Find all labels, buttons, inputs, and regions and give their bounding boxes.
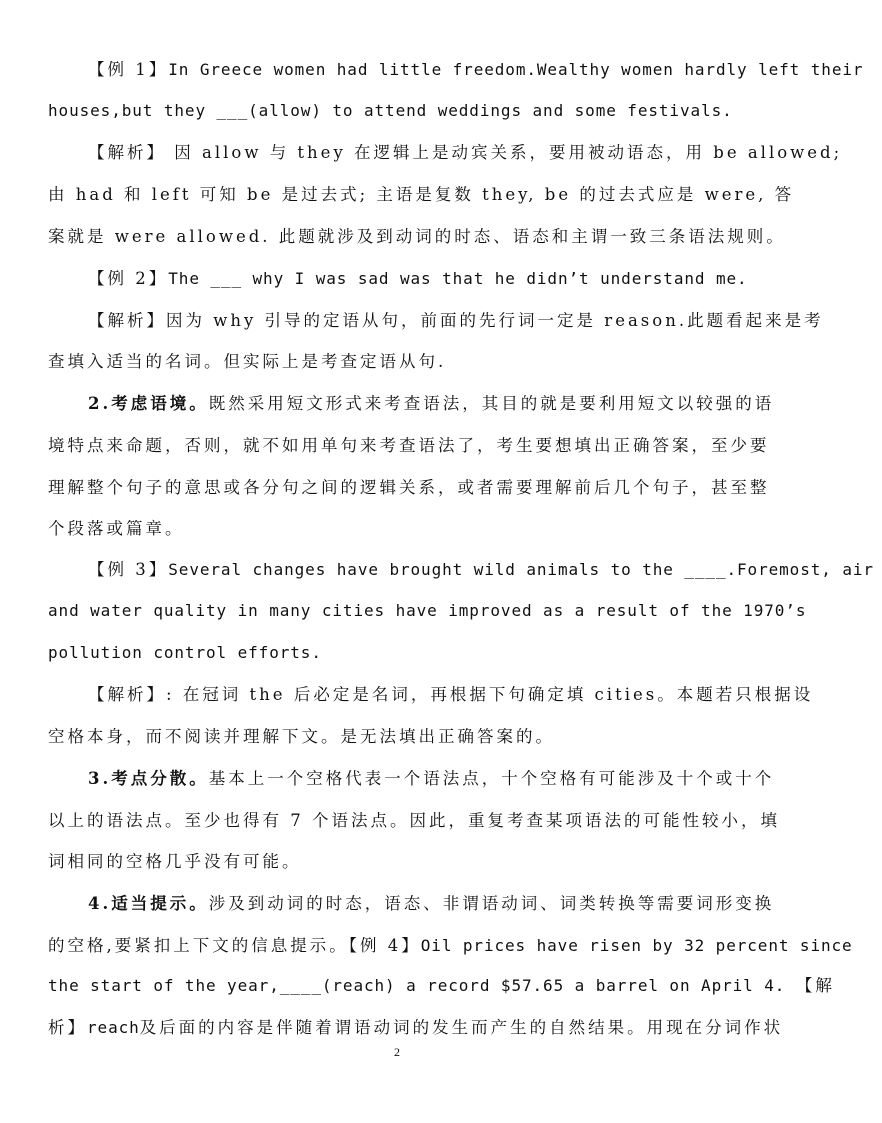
text-line	[0, 310, 882, 332]
text-line	[0, 351, 842, 373]
text-segment: 案就是 were allowed. 此题就涉及到动词的时态、语态和主谓一致三条语法规则。	[48, 227, 786, 246]
text-segment: 既然采用短文形式来考查语法，其目的就是要利用短文以较强的语	[208, 394, 775, 413]
text-segment: 的空格,要紧扣上下文的信息提示。	[48, 936, 349, 955]
text-segment: Oil prices have risen by 32 percent since	[420, 936, 853, 955]
text-line	[0, 935, 853, 957]
text-segment: 空格本身，而不阅读并理解下文。是无法填出正确答案的。	[48, 727, 555, 746]
text-segment: the start of the year,____(reach) a record $57.65 a barrel on April 4.	[48, 976, 796, 995]
text-line	[0, 684, 882, 706]
text-segment: 以上的语法点。至少也得有 7 个语法点。因此，重复考查某项语法的可能性较小，填	[48, 811, 780, 830]
text-segment: 由 had 和 left 可知 be 是过去式; 主语是复数 they, be 的过去式应是 were, 答	[48, 185, 795, 204]
text-line	[0, 100, 842, 122]
text-line	[0, 1017, 842, 1039]
text-segment: 【例 1】	[88, 60, 169, 79]
text-segment: 理解整个句子的意思或各分句之间的逻辑关系，或者需要理解前后几个句子，甚至整	[48, 478, 770, 497]
text-line	[0, 975, 842, 997]
text-segment: 3.考点分散。	[88, 769, 209, 788]
text-segment: pollution control efforts.	[48, 643, 322, 662]
text-line	[0, 518, 842, 540]
text-segment: 2.考虑语境。	[88, 394, 209, 413]
text-segment: The ___ why I was sad was that he didn’t understand me.	[168, 269, 748, 288]
page-number: 2	[394, 1045, 400, 1059]
text-line	[0, 393, 882, 415]
text-line	[0, 768, 882, 790]
text-segment: 【例 3】	[88, 560, 169, 579]
text-segment: 4.适当提示。	[88, 894, 209, 913]
text-segment: 境特点来命题，否则，就不如用单句来考查语法了，考生要想填出正确答案，至少要	[48, 436, 770, 455]
text-line	[0, 184, 842, 206]
text-segment: 及后面的内容是伴随着谓语动词的发生而产生的自然结果。用现在分词作状	[139, 1018, 784, 1037]
text-segment: reach	[87, 1018, 140, 1037]
text-segment: houses,but they ___(allow) to attend weddings and some festivals.	[48, 101, 733, 120]
text-segment: 【解析】因为 why 引导的定语从句，前面的先行词一定是 reason.此题看起来是考	[88, 311, 824, 330]
text-segment: 基本上一个空格代表一个语法点，十个空格有可能涉及十个或十个	[208, 769, 775, 788]
text-segment: 词相同的空格几乎没有可能。	[48, 852, 302, 871]
text-segment: 【例 4】	[348, 936, 421, 955]
text-segment: 涉及到动词的时态，语态、非谓语动词、词类转换等需要词形变换	[208, 894, 775, 913]
text-line	[0, 642, 842, 664]
text-segment: 【解析】 因 allow 与 they 在逻辑上是动宾关系，要用被动语态，用 be allowed;	[88, 143, 843, 162]
text-segment: and water quality in many cities have improved as a result of the 1970’s	[48, 601, 807, 620]
text-line	[0, 268, 882, 290]
text-line	[0, 142, 882, 164]
text-segment: 【解	[795, 976, 835, 995]
text-line	[0, 600, 842, 622]
text-segment: 析】	[48, 1018, 87, 1037]
text-segment: 查填入适当的名词。但实际上是考查定语从句.	[48, 352, 447, 371]
text-line	[0, 726, 842, 748]
text-line	[0, 893, 882, 915]
text-segment: In Greece women had little freedom.Wealthy women hardly left their	[168, 60, 864, 79]
text-line	[0, 435, 842, 457]
text-line	[0, 559, 882, 581]
text-segment: 【例 2】	[88, 269, 169, 288]
text-line	[0, 810, 842, 832]
text-segment: 【解析】: 在冠词 the 后必定是名词，再根据下句确定填 cities。本题若只根据设	[88, 685, 814, 704]
text-line	[0, 477, 842, 499]
text-line	[0, 851, 842, 873]
text-segment: 个段落或篇章。	[48, 519, 185, 538]
text-segment: Several changes have brought wild animals to the ____.Foremost, air	[168, 560, 874, 579]
text-line	[0, 59, 882, 81]
text-line	[0, 226, 842, 248]
